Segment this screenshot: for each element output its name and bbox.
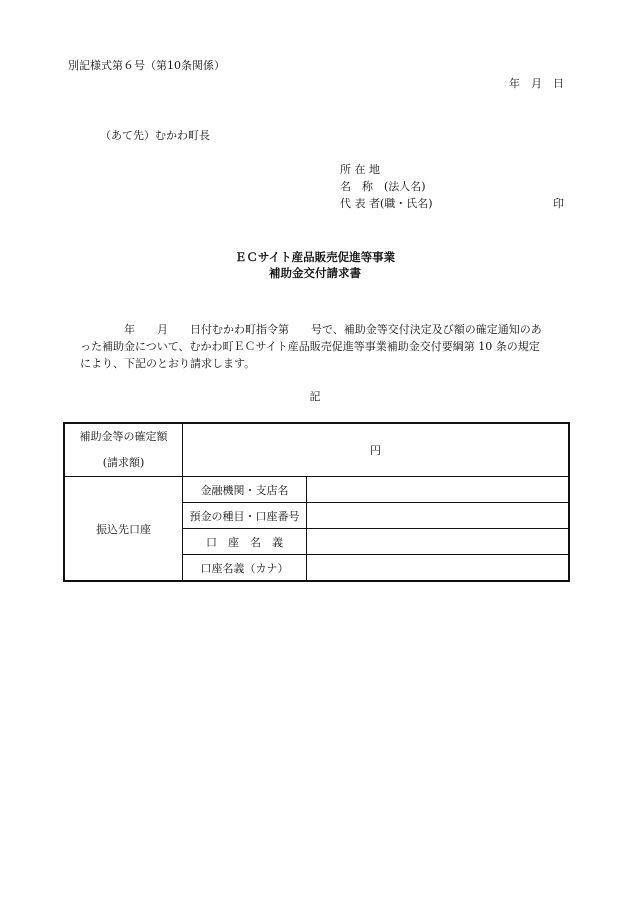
name-label: 名 称 (法人名): [340, 180, 426, 193]
transfer-account-label: 振込先口座: [64, 477, 183, 582]
body-line-3: により、下記のとおり請求します。: [80, 357, 256, 370]
bank-branch-input[interactable]: [307, 477, 570, 503]
account-holder-input[interactable]: [307, 529, 570, 555]
document-title-line1: ＥＣサイト産品販売促進等事業: [234, 250, 396, 264]
amount-label-cell: [64, 423, 183, 477]
amount-label: 補助金等の確定額: [79, 430, 168, 443]
date-line: 年 月 日: [509, 77, 564, 90]
account-type-number-label: 預金の種目・口座番号: [183, 503, 307, 529]
applicant-block: [340, 164, 433, 215]
form-number: 別記様式第６号（第10条関係）: [68, 59, 225, 72]
addressee: （あて先）むかわ町長: [100, 129, 210, 142]
body-line-1: 年 月 日付むかわ町指令第 号で、補助金等交付決定及び額の確定通知のあ: [80, 323, 542, 336]
amount-sublabel: (請求額): [102, 456, 145, 469]
bank-row: [64, 477, 569, 503]
document-title-line2: 補助金交付請求書: [269, 266, 361, 280]
bank-branch-label: 金融機関・支店名: [183, 477, 307, 503]
amount-input-cell[interactable]: [183, 423, 570, 477]
representative-label: 代 表 者(職・氏名): [340, 197, 433, 210]
ki-heading: 記: [309, 390, 321, 403]
account-holder-kana-input[interactable]: [307, 555, 570, 582]
yen-unit: 円: [370, 444, 381, 457]
account-type-number-input[interactable]: [307, 503, 570, 529]
request-body-text: [80, 321, 585, 372]
account-holder-kana-label: 口座名義（カナ）: [183, 555, 307, 582]
body-line-2: った補助金について、むかわ町ＥＣサイト産品販売促進等事業補助金交付要綱第 10 条の規定: [80, 340, 540, 353]
request-form-table: [63, 422, 570, 582]
account-holder-label: 口 座 名 義: [183, 529, 307, 555]
amount-row: [64, 423, 569, 477]
address-label: 所 在 地: [340, 163, 380, 176]
seal-mark: 印: [553, 197, 564, 210]
